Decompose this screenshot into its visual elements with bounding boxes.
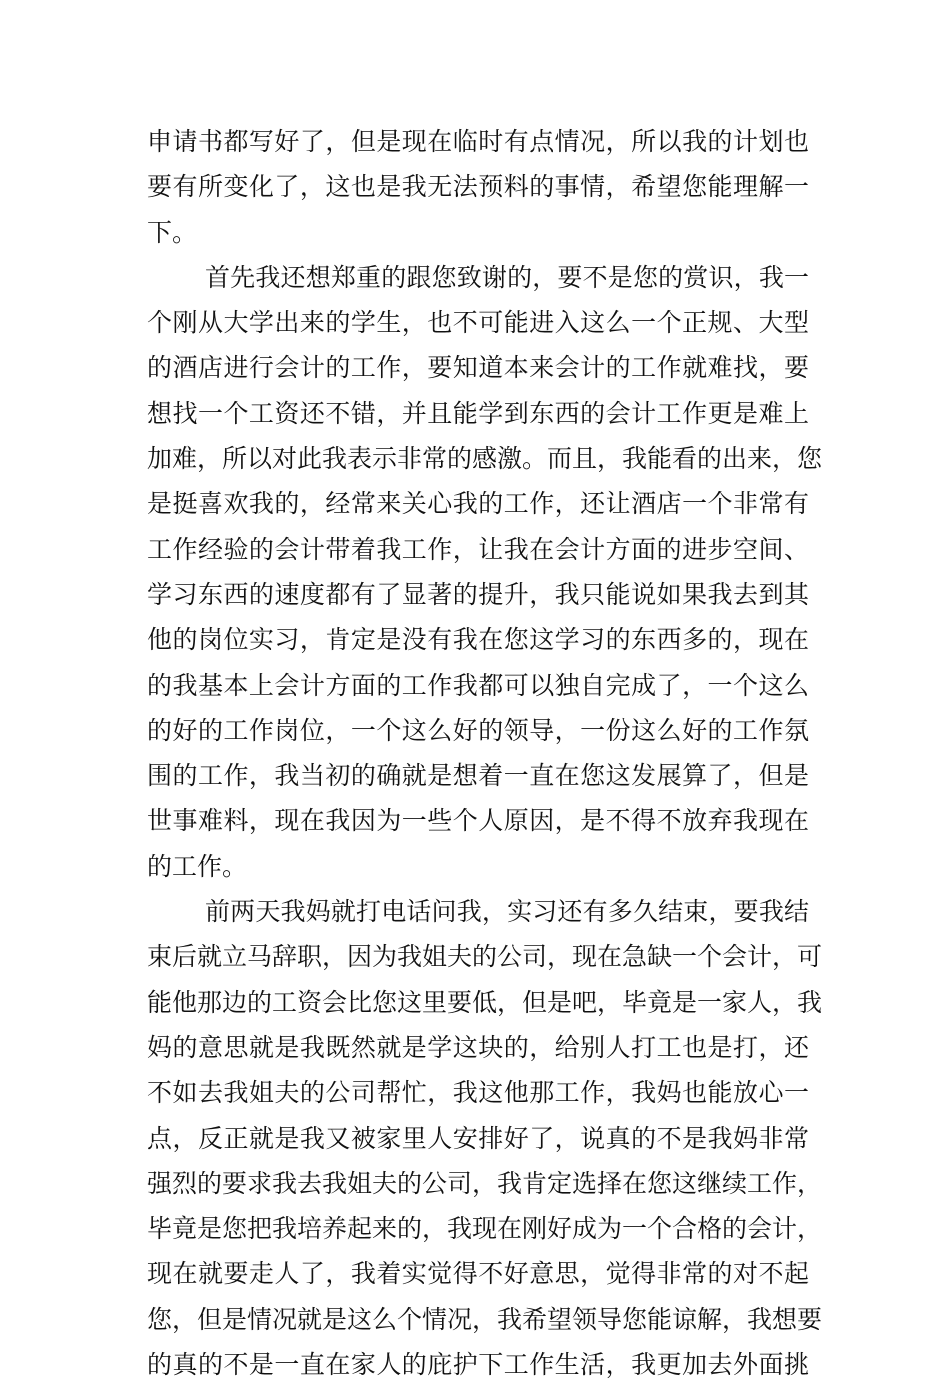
text-line: 点，反正就是我又被家里人安排好了，说真的不是我妈非常: [147, 1123, 809, 1153]
text-line: 束后就立马辞职，因为我姐夫的公司，现在急缺一个会计，可: [147, 942, 823, 972]
text-line: 他的岗位实习，肯定是没有我在您这学习的东西多的，现在: [147, 625, 809, 655]
text-line: 妈的意思就是我既然就是学这块的，给别人打工也是打，还: [147, 1032, 809, 1062]
text-line: 工作经验的会计带着我工作，让我在会计方面的进步空间、: [147, 534, 809, 564]
text-line: 个刚从大学出来的学生，也不可能进入这么一个正规、大型: [147, 308, 809, 338]
text-line: 世事难料，现在我因为一些个人原因，是不得不放弃我现在: [147, 806, 809, 836]
text-line: 不如去我姐夫的公司帮忙，我这他那工作，我妈也能放心一: [147, 1078, 809, 1108]
text-line: 申请书都写好了，但是现在临时有点情况，所以我的计划也: [147, 127, 809, 156]
text-line: 学习东西的速度都有了显著的提升，我只能说如果我去到其: [147, 579, 809, 609]
text-line: 下。: [147, 217, 198, 247]
text-line: 能他那边的工资会比您这里要低，但是吧，毕竟是一家人，我: [147, 987, 823, 1017]
paragraph-first-line: 首先我还想郑重的跟您致谢的，要不是您的赏识，我一: [205, 262, 809, 292]
text-line: 强烈的要求我去我姐夫的公司，我肯定选择在您这继续工作，: [147, 1168, 823, 1198]
text-line: 是挺喜欢我的，经常来关心我的工作，还让酒店一个非常有: [147, 489, 809, 519]
text-line: 围的工作，我当初的确就是想着一直在您这发展算了，但是: [147, 761, 809, 791]
paragraph-first-line: 前两天我妈就打电话问我，实习还有多久结束，要我结: [205, 897, 809, 927]
text-line: 的工作。: [147, 851, 248, 881]
document-body: [147, 119, 823, 1387]
text-line: 的真的不是一直在家人的庇护下工作生活，我更加去外面挑: [147, 1350, 809, 1380]
text-line: 的好的工作岗位，一个这么好的领导，一份这么好的工作氛: [147, 715, 809, 745]
text-line: 的酒店进行会计的工作，要知道本来会计的工作就难找，要: [147, 353, 809, 383]
text-line: 毕竟是您把我培养起来的，我现在刚好成为一个合格的会计，: [147, 1214, 823, 1244]
text-line: 要有所变化了，这也是我无法预料的事情，希望您能理解一: [147, 172, 809, 202]
text-line: 您，但是情况就是这么个情况，我希望领导您能谅解，我想要: [147, 1304, 823, 1334]
text-line: 现在就要走人了，我着实觉得不好意思，觉得非常的对不起: [147, 1259, 809, 1289]
text-line: 的我基本上会计方面的工作我都可以独自完成了，一个这么: [147, 670, 809, 700]
text-line: 想找一个工资还不错，并且能学到东西的会计工作更是难上: [147, 398, 809, 428]
text-line: 加难，所以对此我表示非常的感激。而且，我能看的出来，您: [147, 444, 823, 474]
